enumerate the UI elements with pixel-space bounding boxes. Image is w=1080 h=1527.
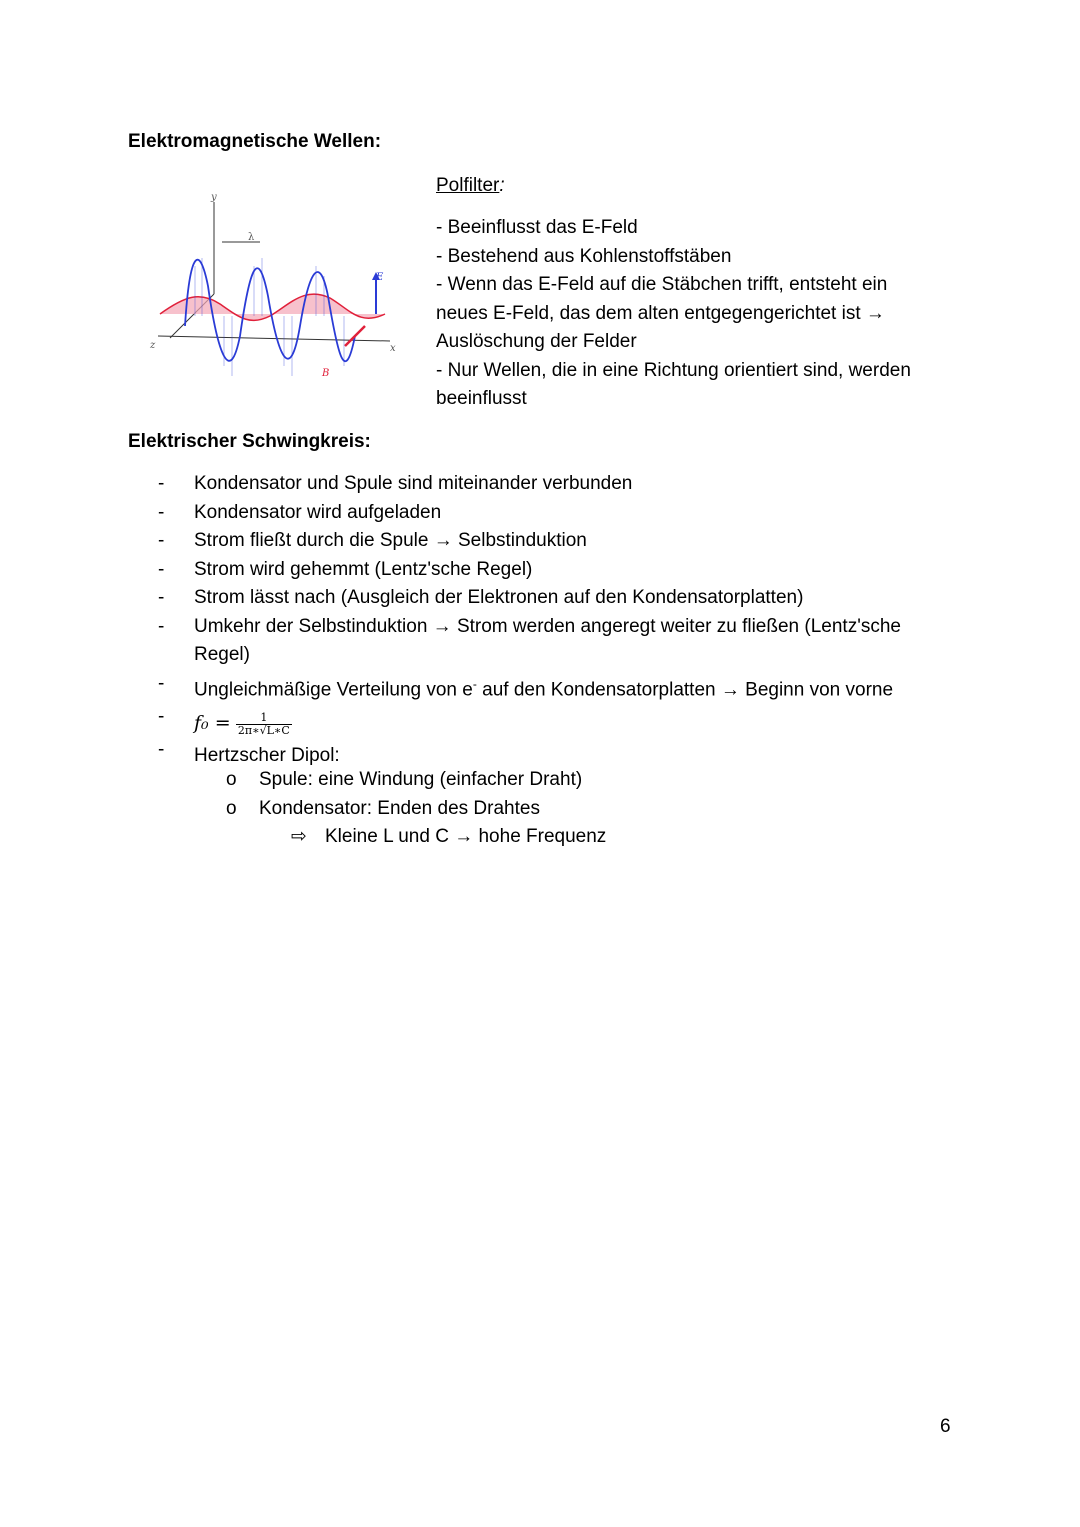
list-item-electrons: Ungleichmäßige Verteilung von e- auf den Kondensatorplatten → Beginn von vorne <box>194 676 894 700</box>
bullet-circle: o <box>226 797 237 819</box>
list-item: Strom fließt durch die Spule → Selbstinduktion <box>194 530 587 551</box>
list-item: Strom lässt nach (Ausgleich der Elektronen auf den Kondensatorplatten) <box>194 587 804 608</box>
heading-em-waves: Elektromagnetische Wellen: <box>128 131 382 152</box>
list-item: Kondensator und Spule sind miteinander verbunden <box>194 473 633 494</box>
list-item: Kondensator wird aufgeladen <box>194 501 442 523</box>
arrow-icon: ⇨ <box>291 826 307 847</box>
polfilter-line: - Nur Wellen, die in eine Richtung orientiert sind, werden <box>436 359 911 381</box>
subitem: Kondensator: Enden des Drahtes <box>259 797 540 819</box>
resonance-formula: f₀ = $\frac{1}{2\pi∗√L∗C}$ <box>194 710 290 737</box>
polfilter-line: Auslöschung der Felder <box>436 331 637 352</box>
label-y: y <box>211 192 217 203</box>
page-number: 6 <box>940 1416 951 1437</box>
list-item: Regel) <box>194 644 250 665</box>
heading-schwingkreis: Elektrischer Schwingkreis: <box>128 431 371 452</box>
b-vector <box>345 326 365 346</box>
dash-column: - - - - - - - - - <box>158 473 165 760</box>
polfilter-lines <box>436 214 911 414</box>
dipole-subitems <box>226 766 582 823</box>
bullet-circle: o <box>226 769 237 790</box>
dipole-label: Hertzscher Dipol: <box>194 745 340 767</box>
polfilter-line: beeinflusst <box>436 388 527 409</box>
polfilter-line: - Bestehend aus Kohlenstoffstäben <box>436 245 732 267</box>
label-b: B <box>322 368 330 379</box>
label-lambda: λ <box>248 232 255 243</box>
label-x: x <box>390 343 396 354</box>
subitem: Spule: eine Windung (einfacher Draht) <box>259 769 583 790</box>
polfilter-line: - Beeinflusst das E-Feld <box>436 217 638 238</box>
polfilter-line: - Wenn das E-Feld auf die Stäbchen trifft, entsteht ein <box>436 274 888 295</box>
polfilter-title: Polfilter: <box>436 175 505 196</box>
label-e: E <box>376 272 384 283</box>
list-item: Umkehr der Selbstinduktion → Strom werden angeregt weiter zu fließen (Lentz'sche <box>194 615 901 637</box>
schwingkreis-list <box>194 470 901 771</box>
conclusion-line: ⇨ Kleine L und C → hohe Frequenz <box>291 823 606 852</box>
list-item: Strom wird gehemmt (Lentz'sche Regel) <box>194 558 533 580</box>
em-wave-figure <box>140 186 410 406</box>
label-z: z <box>150 340 156 351</box>
polfilter-line: neues E-Feld, das dem alten entgegengerichtet ist → <box>436 302 885 324</box>
